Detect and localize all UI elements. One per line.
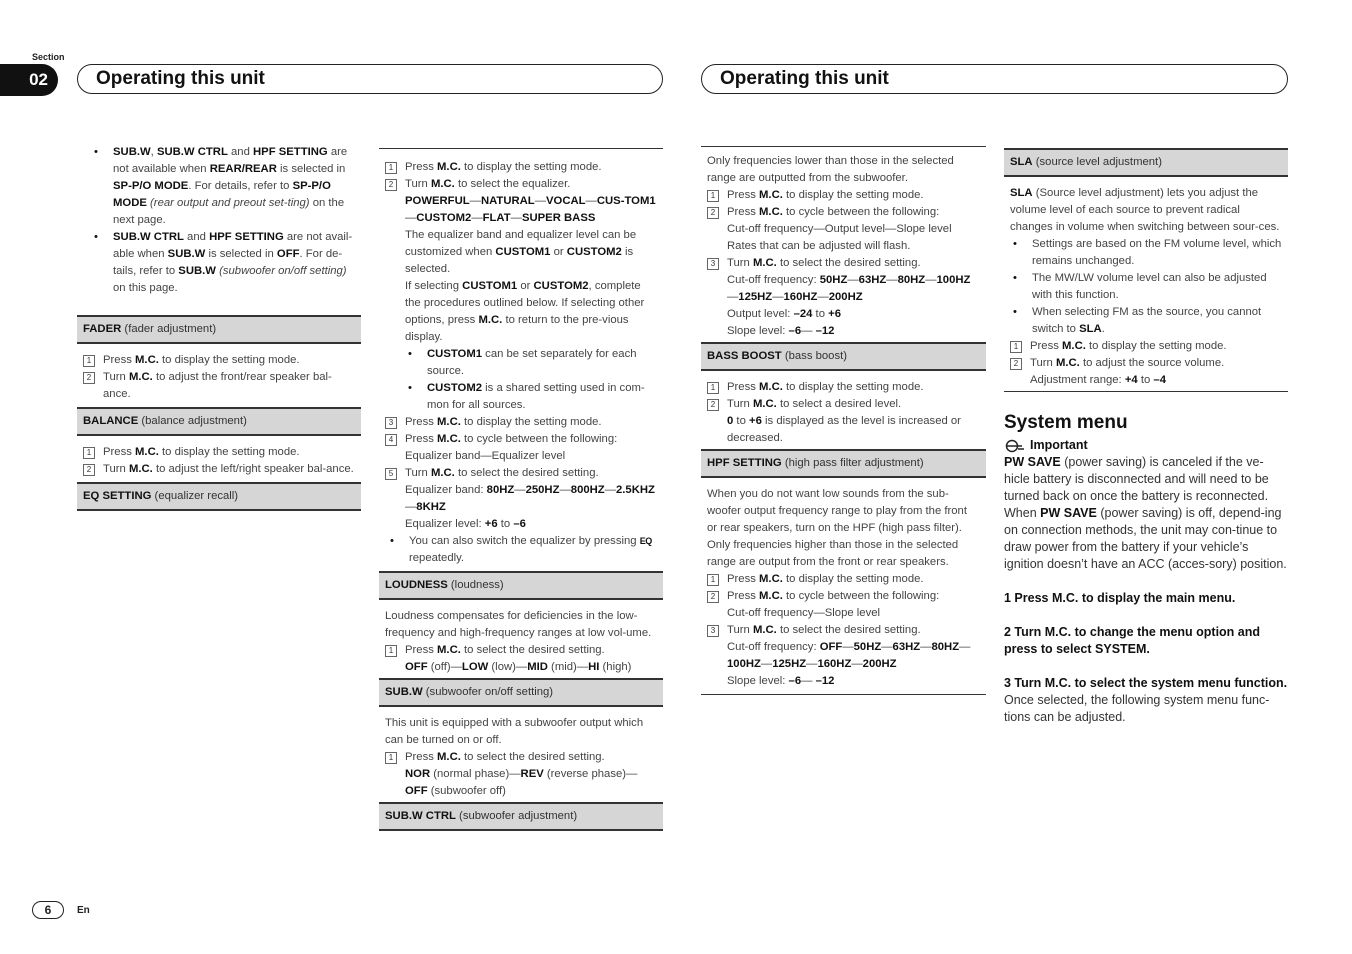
step-number-icon: 2 — [1010, 358, 1022, 370]
page-header-right: Operating this unit — [701, 64, 1288, 94]
step-number-icon: 1 — [385, 752, 397, 764]
step-number-icon: 1 — [385, 645, 397, 657]
bullet-item: • CUSTOM1 can be set separately for each source. — [379, 346, 663, 380]
section-heading-loudness: LOUDNESS (loudness) — [379, 571, 663, 600]
system-menu-title: System menu — [1004, 412, 1128, 433]
step-item: 1 Press M.C. to display the setting mode. — [701, 379, 986, 396]
divider — [1004, 391, 1288, 392]
section-heading-fader: FADER (fader adjustment) — [77, 315, 361, 344]
bullet-icon: • — [94, 231, 98, 243]
step-item: 5 Turn M.C. to select the desired setting. Equalizer band: 80HZ—250HZ—800HZ—2.5KHZ—8KHZ Equalizer level: +6 to –6 — [379, 465, 663, 533]
step-number-icon: 3 — [707, 258, 719, 270]
bullet-icon: • — [408, 348, 412, 360]
section-heading-bass-boost: BASS BOOST (bass boost) — [701, 342, 986, 371]
procedure-step-1: 1 Press M.C. to display the main menu. — [1004, 591, 1236, 605]
step-item: 2 Turn M.C. to adjust the left/right speaker bal-ance. — [77, 461, 361, 478]
bullet-item: • You can also switch the equalizer by pressing EQ repeatedly. — [379, 533, 663, 567]
bullet-item: • When selecting FM as the source, you cannot switch to SLA. — [1004, 304, 1288, 338]
step-item: 1 Press M.C. to display the setting mode. — [1004, 338, 1288, 355]
step-item: 1 Press M.C. to display the setting mode. — [379, 159, 663, 176]
step-item: 1 Press M.C. to display the setting mode. — [77, 444, 361, 461]
bullet-icon: • — [408, 382, 412, 394]
divider — [701, 146, 986, 147]
bullet-icon: • — [1013, 238, 1017, 250]
step-item: 3 Turn M.C. to select the desired setting. Cut-off frequency: 50HZ—63HZ—80HZ—100HZ—125HZ—160HZ—200HZ Output level: –24 to +6 Slope level: –6— –12 — [701, 255, 986, 340]
step-number-icon: 1 — [1010, 341, 1022, 353]
procedure-step-3-detail: Once selected, the following system menu func-tions can be adjusted. — [1004, 693, 1270, 724]
section-heading-sla: SLA (source level adjustment) — [1004, 148, 1288, 177]
step-item: 3 Press M.C. to display the setting mode. — [379, 414, 663, 431]
section-heading-balance: BALANCE (balance adjustment) — [77, 407, 361, 436]
step-item: 3 Turn M.C. to select the desired setting. Cut-off frequency: OFF—50HZ—63HZ—80HZ—100HZ—125HZ—160HZ—200HZ Slope level: –6— –12 — [701, 622, 986, 690]
divider — [701, 694, 986, 695]
step-item: 4 Press M.C. to cycle between the following: Equalizer band—Equalizer level — [379, 431, 663, 465]
eq-button-icon: EQ — [639, 536, 652, 546]
bullet-item: • CUSTOM2 is a shared setting used in com-mon for all sources. — [379, 380, 663, 414]
step-number-icon: 3 — [707, 625, 719, 637]
column-4 — [1004, 148, 1288, 726]
paragraph: When you do not want low sounds from the sub-woofer output frequency range to play from the front or rear speakers, turn on the HPF (high pass filter). Only frequencies higher than those in the selected range are output from the front or rear speakers. — [707, 488, 967, 568]
paragraph: If selecting CUSTOM1 or CUSTOM2, complete the procedures outlined below. If selecting other options, press M.C. to return to the pre-vious display. — [405, 280, 645, 343]
procedure-step-3: 3 Turn M.C. to select the system menu function. — [1004, 676, 1288, 690]
step-item: 1 Press M.C. to display the setting mode. — [701, 571, 986, 588]
paragraph: Loudness compensates for deficiencies in the low-frequency and high-frequency ranges at low vol-ume. — [385, 610, 652, 639]
bullet-item: • Settings are based on the FM volume level, which remains unchanged. — [1004, 236, 1288, 270]
step-item: 1 Press M.C. to display the setting mode. — [701, 187, 986, 204]
step-number-icon: 1 — [707, 190, 719, 202]
step-number-icon: 2 — [707, 591, 719, 603]
column-3 — [701, 146, 986, 695]
divider — [379, 148, 663, 149]
paragraph: The equalizer band and equalizer level can be customized when CUSTOM1 or CUSTOM2 is selected. — [405, 229, 637, 275]
page-header-left: Operating this unit — [77, 64, 663, 94]
section-heading-subw: SUB.W (subwoofer on/off setting) — [379, 678, 663, 707]
section-heading-hpf-setting: HPF SETTING (high pass filter adjustment) — [701, 449, 986, 478]
page-number: 6 — [32, 901, 64, 919]
step-number-icon: 1 — [707, 574, 719, 586]
bullet-text: SUB.W CTRL and HPF SETTING are not avail-able when SUB.W is selected in OFF. For de-tails, refer to SUB.W (subwoofer on/off setting) on this page. — [113, 231, 353, 294]
bullet-icon: • — [1013, 272, 1017, 284]
important-note-heading: Important — [1004, 437, 1288, 454]
step-number-icon: 2 — [83, 464, 95, 476]
step-item: 2 Press M.C. to cycle between the following: Cut-off frequency—Output level—Slope level Rates that can be adjusted will flash. — [701, 204, 986, 255]
step-number-icon: 2 — [707, 399, 719, 411]
paragraph: Only frequencies lower than those in the selected range are outputted from the subwoofer. — [707, 155, 954, 184]
procedure-step-2: 2 Turn M.C. to change the menu option and press to select SYSTEM. — [1004, 625, 1261, 656]
bullet-icon: • — [94, 146, 98, 158]
paragraph: SLA (Source level adjustment) lets you adjust the volume level of each source to prevent radical changes in volume when switching between sour-ces. — [1010, 187, 1280, 233]
column-2 — [379, 148, 663, 839]
column-1 — [77, 144, 361, 519]
step-item: 2 Press M.C. to cycle between the following: Cut-off frequency—Slope level — [701, 588, 986, 622]
equalizer-list: POWERFUL—NATURAL—VOCAL—CUS-TOM1—CUSTOM2—FLAT—SUPER BASS — [405, 195, 656, 224]
step-number-icon: 5 — [385, 468, 397, 480]
language-label: En — [77, 905, 90, 916]
step-number-icon: 2 — [707, 207, 719, 219]
step-number-icon: 2 — [83, 372, 95, 384]
section-label: Section — [32, 52, 65, 62]
bullet-item: • The MW/LW volume level can also be adjusted with this function. — [1004, 270, 1288, 304]
important-icon — [1004, 439, 1026, 453]
step-item: 1 Press M.C. to display the setting mode. — [77, 352, 361, 369]
step-item: 1 Press M.C. to select the desired setting. NOR (normal phase)—REV (reverse phase)—OFF (subwoofer off) — [379, 749, 663, 800]
bullet-item — [77, 229, 361, 297]
paragraph: This unit is equipped with a subwoofer output which can be turned on or off. — [385, 717, 644, 746]
step-number-icon: 4 — [385, 434, 397, 446]
step-number-icon: 1 — [385, 162, 397, 174]
step-number-icon: 1 — [83, 355, 95, 367]
step-number-icon: 1 — [707, 382, 719, 394]
bullet-text: SUB.W, SUB.W CTRL and HPF SETTING are not available when REAR/REAR is selected in SP-P/O MODE. For details, refer to SP-P/O MODE (rear output and preout set-ting) on the next page. — [113, 146, 348, 226]
step-item: 2 Turn M.C. to select the equalizer. — [379, 176, 663, 193]
bullet-item — [77, 144, 361, 229]
section-number-badge: 02 — [0, 64, 58, 96]
step-item: 2 Turn M.C. to select a desired level. 0 to +6 is displayed as the level is increased or decreased. — [701, 396, 986, 447]
step-number-icon: 1 — [83, 447, 95, 459]
important-note-text: PW SAVE (power saving) is canceled if the ve-hicle battery is disconnected and will need to be turned back on once the battery is reconnected. When PW SAVE (power saving) is off, depend-ing on connection methods, the unit may con-tinue to draw power from the battery if your vehicle’s ignition doesn’t have an ACC (acces-sory) position. — [1004, 455, 1287, 571]
step-item: 1 Press M.C. to select the desired setting. OFF (off)—LOW (low)—MID (mid)—HI (high) — [379, 642, 663, 676]
step-number-icon: 3 — [385, 417, 397, 429]
bullet-icon: • — [390, 535, 394, 547]
step-item: 2 Turn M.C. to adjust the front/rear speaker bal-ance. — [77, 369, 361, 403]
section-heading-eq-setting: EQ SETTING (equalizer recall) — [77, 482, 361, 511]
step-item: 2 Turn M.C. to adjust the source volume. Adjustment range: +4 to –4 — [1004, 355, 1288, 389]
section-heading-subw-ctrl: SUB.W CTRL (subwoofer adjustment) — [379, 802, 663, 831]
step-number-icon: 2 — [385, 179, 397, 191]
bullet-icon: • — [1013, 306, 1017, 318]
